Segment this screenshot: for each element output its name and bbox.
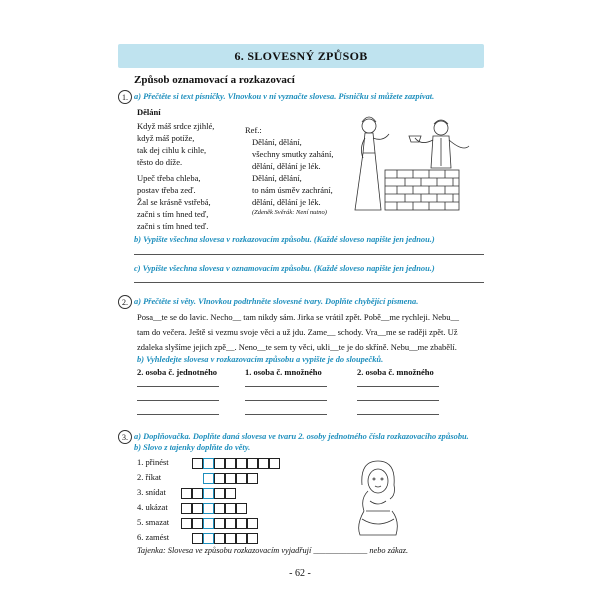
exercise-3-task-a: a) Doplňovačka. Doplňte daná slovesa ve tvaru 2. osoby jednotného čísla rozkazovacího způsobu. <box>134 432 469 441</box>
crossword-cell[interactable] <box>192 458 203 469</box>
crossword-cell[interactable] <box>225 488 236 499</box>
crossword-cell[interactable] <box>247 458 258 469</box>
column-header-2pl: 2. osoba č. množného <box>357 367 434 377</box>
crossword-cell[interactable] <box>225 458 236 469</box>
crossword-secret-cell[interactable] <box>203 473 214 484</box>
song-line: Když máš srdce zjihlé, <box>137 121 215 131</box>
crossword-clue: 1. přinést <box>137 457 169 467</box>
crossword-cell[interactable] <box>214 458 225 469</box>
crossword-cell[interactable] <box>225 533 236 544</box>
crossword-cell[interactable] <box>236 473 247 484</box>
chapter-title: 6. SLOVESNÝ ZPŮSOB <box>234 48 368 63</box>
song-line: Upeč třeba chleba, <box>137 173 201 183</box>
crossword-cell[interactable] <box>236 458 247 469</box>
crossword-cell[interactable] <box>181 503 192 514</box>
song-line: dělání, dělání je lék. <box>252 161 321 171</box>
crossword-cell[interactable] <box>192 518 203 529</box>
section-subtitle: Způsob oznamovací a rozkazovací <box>134 74 295 86</box>
exercise-1-task-c: c) Vypište všechna slovesa v oznamovacím způsobu. (Každé sloveso napište jen jednou.) <box>134 264 435 273</box>
crossword-clue: 5. smazat <box>137 517 170 527</box>
crossword-clue: 6. zamést <box>137 532 170 542</box>
crossword-cell[interactable] <box>192 533 203 544</box>
crossword-cell[interactable] <box>247 518 258 529</box>
secret-blank[interactable]: _____________ <box>313 546 368 555</box>
crossword-cell[interactable] <box>225 503 236 514</box>
crossword-cell[interactable] <box>214 488 225 499</box>
exercise-1-task-b: b) Vypište všechna slovesa v rozkazovacím způsobu. (Každé sloveso napište jen jednou.) <box>134 235 435 244</box>
exercise-3-number: 3. <box>118 430 132 444</box>
song-line: začni s tím hned teď. <box>137 221 209 231</box>
crossword-clue: 3. snídat <box>137 487 166 497</box>
sentence-line: Posa__te se do lavic. Necho__ tam nikdy sám. Jirka se vrátil zpět. Pobě__me rychleji. Nebu__ <box>137 312 459 322</box>
column-header-2sg: 2. osoba č. jednotného <box>137 367 218 377</box>
song-line: Dělání, dělání, <box>252 173 302 183</box>
exercise-1-number: 1. <box>118 90 132 104</box>
crossword-secret-cell[interactable] <box>203 503 214 514</box>
song-credit: (Zdeněk Svěrák: Není nutno) <box>252 209 327 216</box>
crossword-cell[interactable] <box>192 503 203 514</box>
song-line: začni s tím hned teď, <box>137 209 209 219</box>
song-line: Dělání, dělání, <box>252 137 302 147</box>
exercise-2-task-a: a) Přečtěte si věty. Vlnovkou podtrhněte slovesné tvary. Doplňte chybějící písmena. <box>134 297 419 306</box>
song-line: dělání, dělání je lék. <box>252 197 321 207</box>
crossword-cell[interactable] <box>225 473 236 484</box>
exercise-1-task-a: a) Přečtěte si text písničky. Vlnovkou v ní vyznačte slovesa. Písničku si můžete zazpívat. <box>134 92 435 101</box>
crossword-cell[interactable] <box>214 473 225 484</box>
song-line: těsto do díže. <box>137 157 183 167</box>
song-line: když máš potíže, <box>137 133 195 143</box>
song-line: to nám úsměv zachrání, <box>252 185 333 195</box>
crossword-secret-cell[interactable] <box>203 533 214 544</box>
crossword-cell[interactable] <box>181 518 192 529</box>
crossword-cell[interactable] <box>214 503 225 514</box>
column-header-1pl: 1. osoba č. množného <box>245 367 322 377</box>
song-line: Žal se krásně vstřebá, <box>137 197 211 207</box>
crossword-cell[interactable] <box>225 518 236 529</box>
crossword-cell[interactable] <box>181 488 192 499</box>
crossword-cell[interactable] <box>236 518 247 529</box>
exercise-2-task-b: b) Vyhledejte slovesa v rozkazovacím způsobu a vypište je do sloupečků. <box>137 355 384 364</box>
crossword-secret-cell[interactable] <box>203 458 214 469</box>
crossword-cell[interactable] <box>192 488 203 499</box>
song-line: všechny smutky zahání, <box>252 149 334 159</box>
crossword-cell[interactable] <box>247 473 258 484</box>
refrain-label: Ref.: <box>245 125 262 135</box>
song-line: tak dej cihlu k cihle, <box>137 145 207 155</box>
crossword-cell[interactable] <box>214 518 225 529</box>
crossword-cell[interactable] <box>214 533 225 544</box>
crossword-clue: 2. říkat <box>137 472 162 482</box>
song-line: postav třeba zeď. <box>137 185 196 195</box>
sentence-line: zdaleka slyšíme jejich zpě__. Neno__te sem ty věci, ukli__te je do skříně. Nebu__me zbabělí. <box>137 342 457 352</box>
crossword-secret-cell[interactable] <box>203 488 214 499</box>
crossword-cell[interactable] <box>236 533 247 544</box>
crossword-clue: 4. ukázat <box>137 502 168 512</box>
secret-sentence <box>137 546 408 555</box>
crossword-cell[interactable] <box>236 503 247 514</box>
girl-headscarf-illustration <box>348 455 408 537</box>
exercise-3-task-b: b) Slovo z tajenky doplňte do věty. <box>134 443 251 452</box>
crossword-cell[interactable] <box>258 458 269 469</box>
secret-sentence-end: nebo zákaz. <box>369 546 409 555</box>
crossword-secret-cell[interactable] <box>203 518 214 529</box>
crossword-cell[interactable] <box>247 533 258 544</box>
exercise-2-number: 2. <box>118 295 132 309</box>
secret-sentence-start: Tajenka: Slovesa ve způsobu rozkazovacím vyjadřují <box>137 546 312 555</box>
song-title: Dělání <box>137 107 161 117</box>
page-number: - 62 - <box>289 568 311 579</box>
sentence-line: tam do večera. Ještě si vezmu svoje věci a už jdu. Zame__ schody. Vra__me se raději zpět. Už <box>137 327 458 337</box>
crossword-cell[interactable] <box>269 458 280 469</box>
